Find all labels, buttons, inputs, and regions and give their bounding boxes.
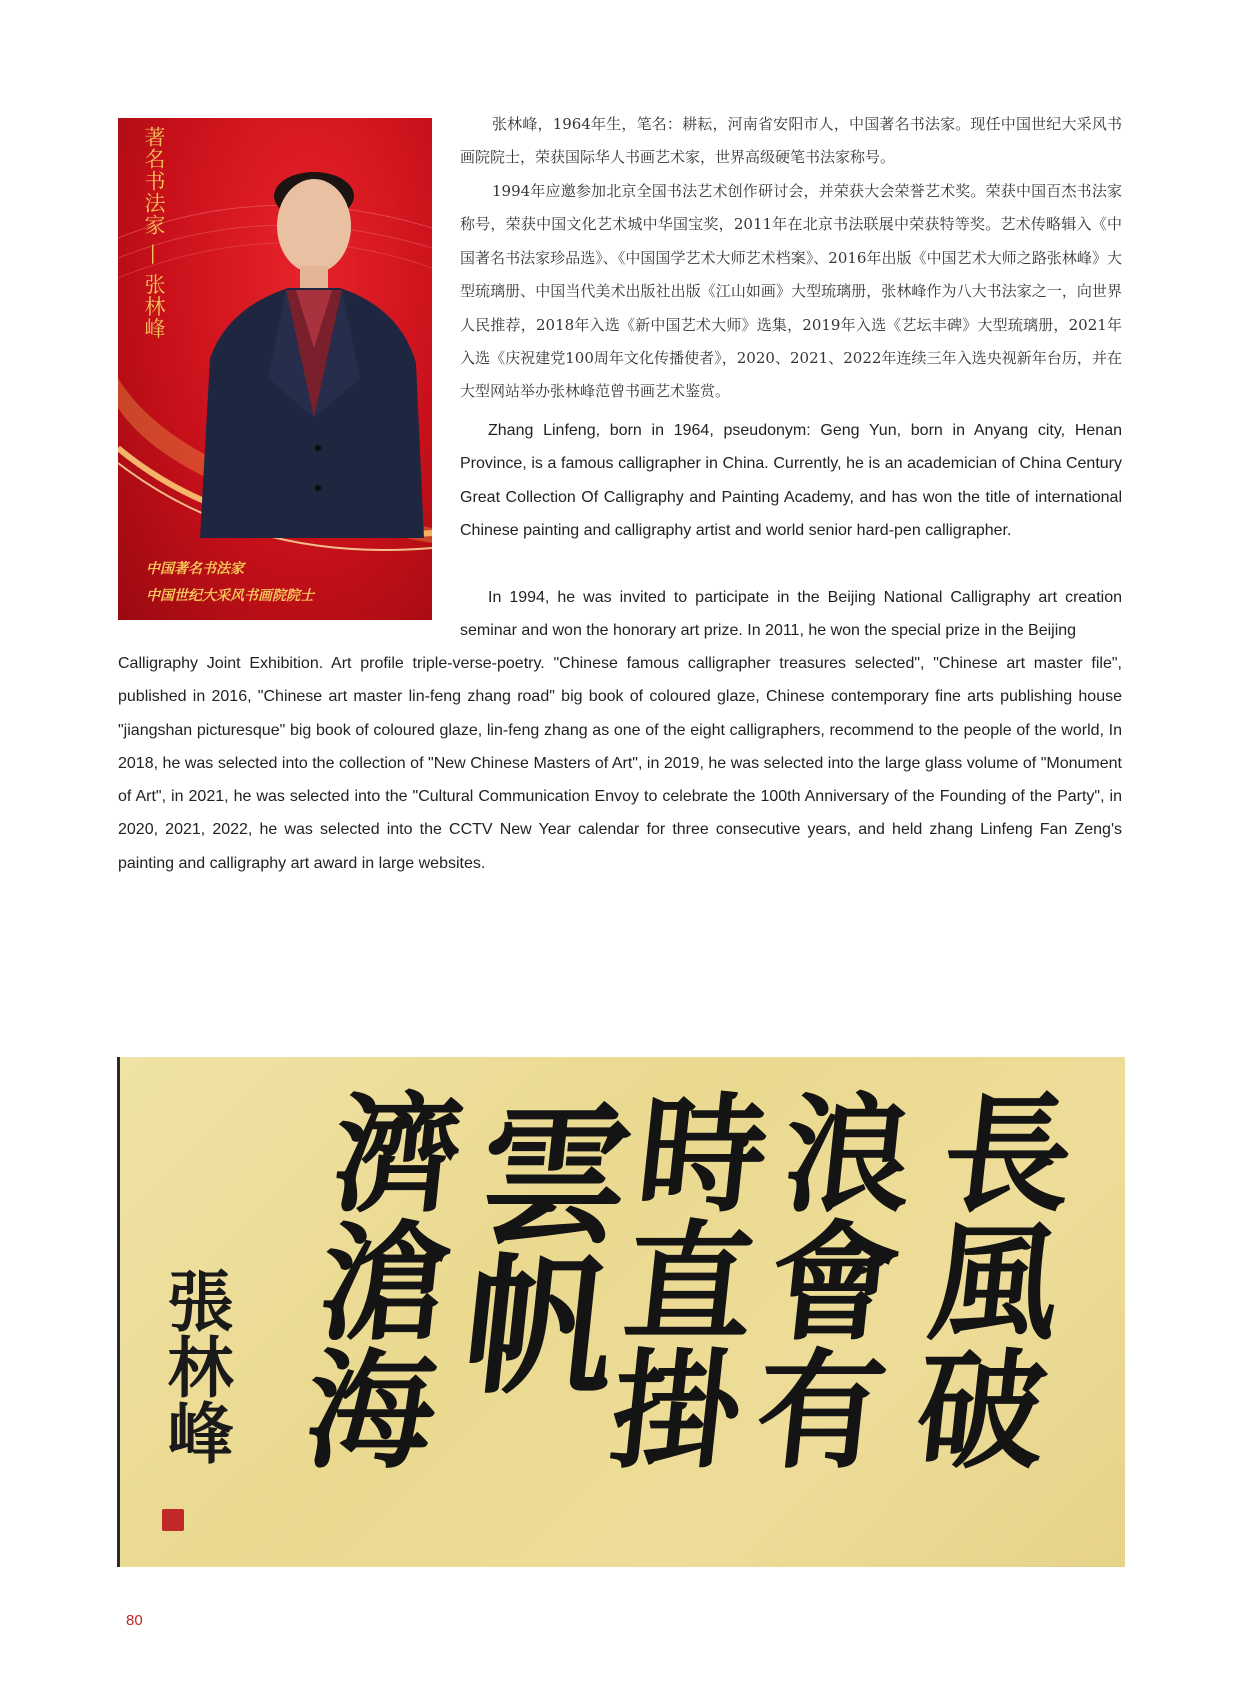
english-bio-paragraph-2b: Calligraphy Joint Exhibition. Art profile triple-verse-poetry. "Chinese famous calligrapher treasures selected", "Chinese art master file", published in 2016, "Chinese art master lin-feng zhang road" big book of coloured glaze, Chinese contemporary fine arts publishing house "jiangshan picturesque" big book of coloured glaze, lin-feng zhang as one of the eight calligraphers, recommend to the people of the world, In 2018, he was selected into the collection of "New Chinese Masters of Art", in 2019, he was selected into the large glass volume of "Monument of Art", in 2021, he was selected into the "Cultural Communication Envoy to celebrate the 100th Anniversary of the Founding of the Party", in 2020, 2021, 2022, he was selected into the CCTV New Year calendar for three consecutive years, and held zhang Linfeng Fan Zeng's painting and calligraphy art award in large websites. [118,655,1122,872]
portrait-caption-line2: 中国世纪大采风书画院院士 [146,588,314,604]
calligraphy-column-5: 濟滄海 [278,1087,470,1471]
portrait-caption-line1: 中国著名书法家 [146,561,244,577]
chinese-bio-paragraph-2: 1994年应邀参加北京全国书法艺术创作研讨会，并荣获大会荣誉艺术奖。荣获中国百杰书法家称号，荣获中国文化艺术城中华国宝奖，2011年在北京书法联展中荣获特等奖。艺术传略辑入《中国著名书法家珍品选》、《中国国学艺术大师艺术档案》、2016年出版《中国艺术大师之路张林峰》大型琉璃册、中国当代美术出版社出版《江山如画》大型琉璃册，张林峰作为八大书法家之一，向世界人民推荐，2018年入选《新中国艺术大师》选集，2019年入选《艺坛丰碑》大型琉璃册，2021年入选《庆祝建党100周年文化传播使者》，2020、2021、2022年连续三年入选央视新年台历，并在大型网站举办张林峰范曾书画艺术鉴赏。 [460,182,1122,401]
english-bio-paragraph-1: Zhang Linfeng, born in 1964, pseudonym: Geng Yun, born in Anyang city, Henan Province, is a famous calligrapher in China. Currently, he is an academician of China Century Great Collection Of Calligraphy and Painting Academy, and has won the title of international Chinese painting and calligraphy artist and world senior hard-pen calligrapher. [460,422,1122,539]
red-seal-stamp [162,1509,184,1531]
english-bio-paragraph-2a: In 1994, he was invited to participate in the Beijing National Calligraphy art creation seminar and won the honorary art prize. In 2011, he won the special prize in the Beijing [460,589,1122,640]
portrait-card [118,118,432,620]
calligraphy-column-3: 時直掛 [583,1087,775,1471]
portrait-vertical-title: 著名书法家 — 张林峰 [142,126,166,340]
calligraphy-signature: 張林峰 [156,1267,234,1465]
calligraphy-artwork [117,1057,1125,1567]
calligraphy-column-4: 雲帆 [431,1097,639,1397]
calligraphy-column-1: 長風破 [888,1087,1080,1471]
person-figure [200,172,424,538]
chinese-bio-paragraph-1: 张林峰，1964年生，笔名：耕耘，河南省安阳市人，中国著名书法家。现任中国世纪大采风书画院院士，荣获国际华人书画艺术家，世界高级硬笔书法家称号。 [460,115,1122,167]
page-number: 80 [126,1612,143,1629]
calligraphy-column-2: 浪會有 [728,1087,920,1471]
